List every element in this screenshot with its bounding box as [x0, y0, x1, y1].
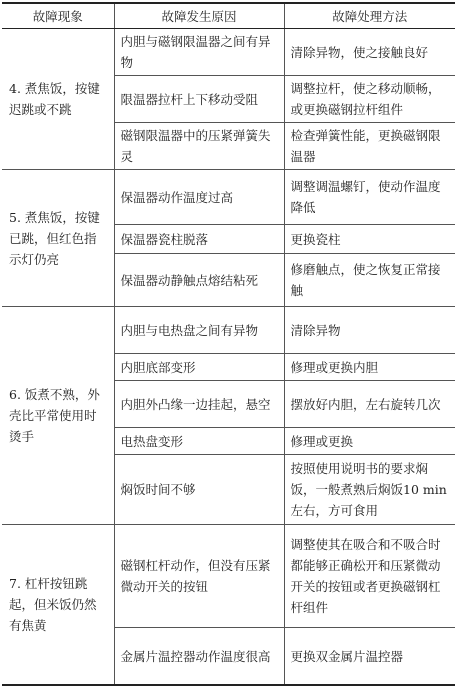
cause-cell: 内胆与电热盘之间有异物 — [114, 307, 284, 354]
cause-cell: 内胆外凸缘一边挂起，悬空 — [114, 381, 284, 428]
symptom-cell: 5. 煮焦饭，按键已跳，但红色指示灯仍亮 — [2, 170, 114, 307]
cause-cell: 内胆与磁钢限温器之间有异物 — [114, 29, 284, 76]
cause-cell: 电热盘变形 — [114, 428, 284, 455]
cause-cell: 保温器动静触点熔结粘死 — [114, 254, 284, 307]
table-row — [2, 307, 455, 354]
fix-cell: 摆放好内胆，左右旋转几次 — [284, 381, 455, 428]
cause-cell: 限温器拉杆上下移动受阻 — [114, 76, 284, 123]
fix-cell: 检查弹簧性能，更换磁钢限温器 — [284, 123, 455, 170]
cause-cell: 保温器动作温度过高 — [114, 170, 284, 225]
fix-cell: 按照使用说明书的要求焖饭，一般煮熟后焖饭10 min左右，方可食用 — [284, 455, 455, 525]
fix-cell: 修磨触点，使之恢复正常接触 — [284, 254, 455, 307]
cause-cell: 焖饭时间不够 — [114, 455, 284, 525]
fix-cell: 调整拉杆，使之移动顺畅，或更换磁钢拉杆组件 — [284, 76, 455, 123]
table-row — [2, 29, 455, 76]
fix-cell: 修理或更换 — [284, 428, 455, 455]
fix-cell: 修理或更换内胆 — [284, 354, 455, 381]
cause-cell: 磁钢杠杆动作，但没有压紧微动开关的按钮 — [114, 525, 284, 628]
symptom-cell: 7. 杠杆按钮跳起，但米饭仍然有焦黄 — [2, 525, 114, 686]
cause-cell: 保温器瓷柱脱落 — [114, 225, 284, 254]
fault-table — [2, 2, 455, 686]
cause-cell: 金属片温控器动作温度很高 — [114, 628, 284, 686]
cause-cell: 内胆底部变形 — [114, 354, 284, 381]
fix-cell: 更换双金属片温控器 — [284, 628, 455, 686]
fix-cell: 调整使其在吸合和不吸合时都能够正确松开和压紧微动开关的按钮或者更换磁钢杠杆组件 — [284, 525, 455, 628]
table-row — [2, 525, 455, 628]
fault-table-wrapper — [2, 2, 455, 686]
symptom-cell: 6. 饭煮不熟，外壳比平常使用时烫手 — [2, 307, 114, 525]
header-cause: 故障发生原因 — [114, 3, 284, 29]
fix-cell: 清除异物 — [284, 307, 455, 354]
header-fix: 故障处理方法 — [284, 3, 455, 29]
fix-cell: 更换瓷柱 — [284, 225, 455, 254]
table-row — [2, 170, 455, 225]
fix-cell: 调整调温螺钉，使动作温度降低 — [284, 170, 455, 225]
symptom-cell: 4. 煮焦饭，按键迟跳或不跳 — [2, 29, 114, 170]
header-symptom: 故障现象 — [2, 3, 114, 29]
header-row — [2, 3, 455, 29]
cause-cell: 磁钢限温器中的压紧弹簧失灵 — [114, 123, 284, 170]
fix-cell: 清除异物，使之接触良好 — [284, 29, 455, 76]
